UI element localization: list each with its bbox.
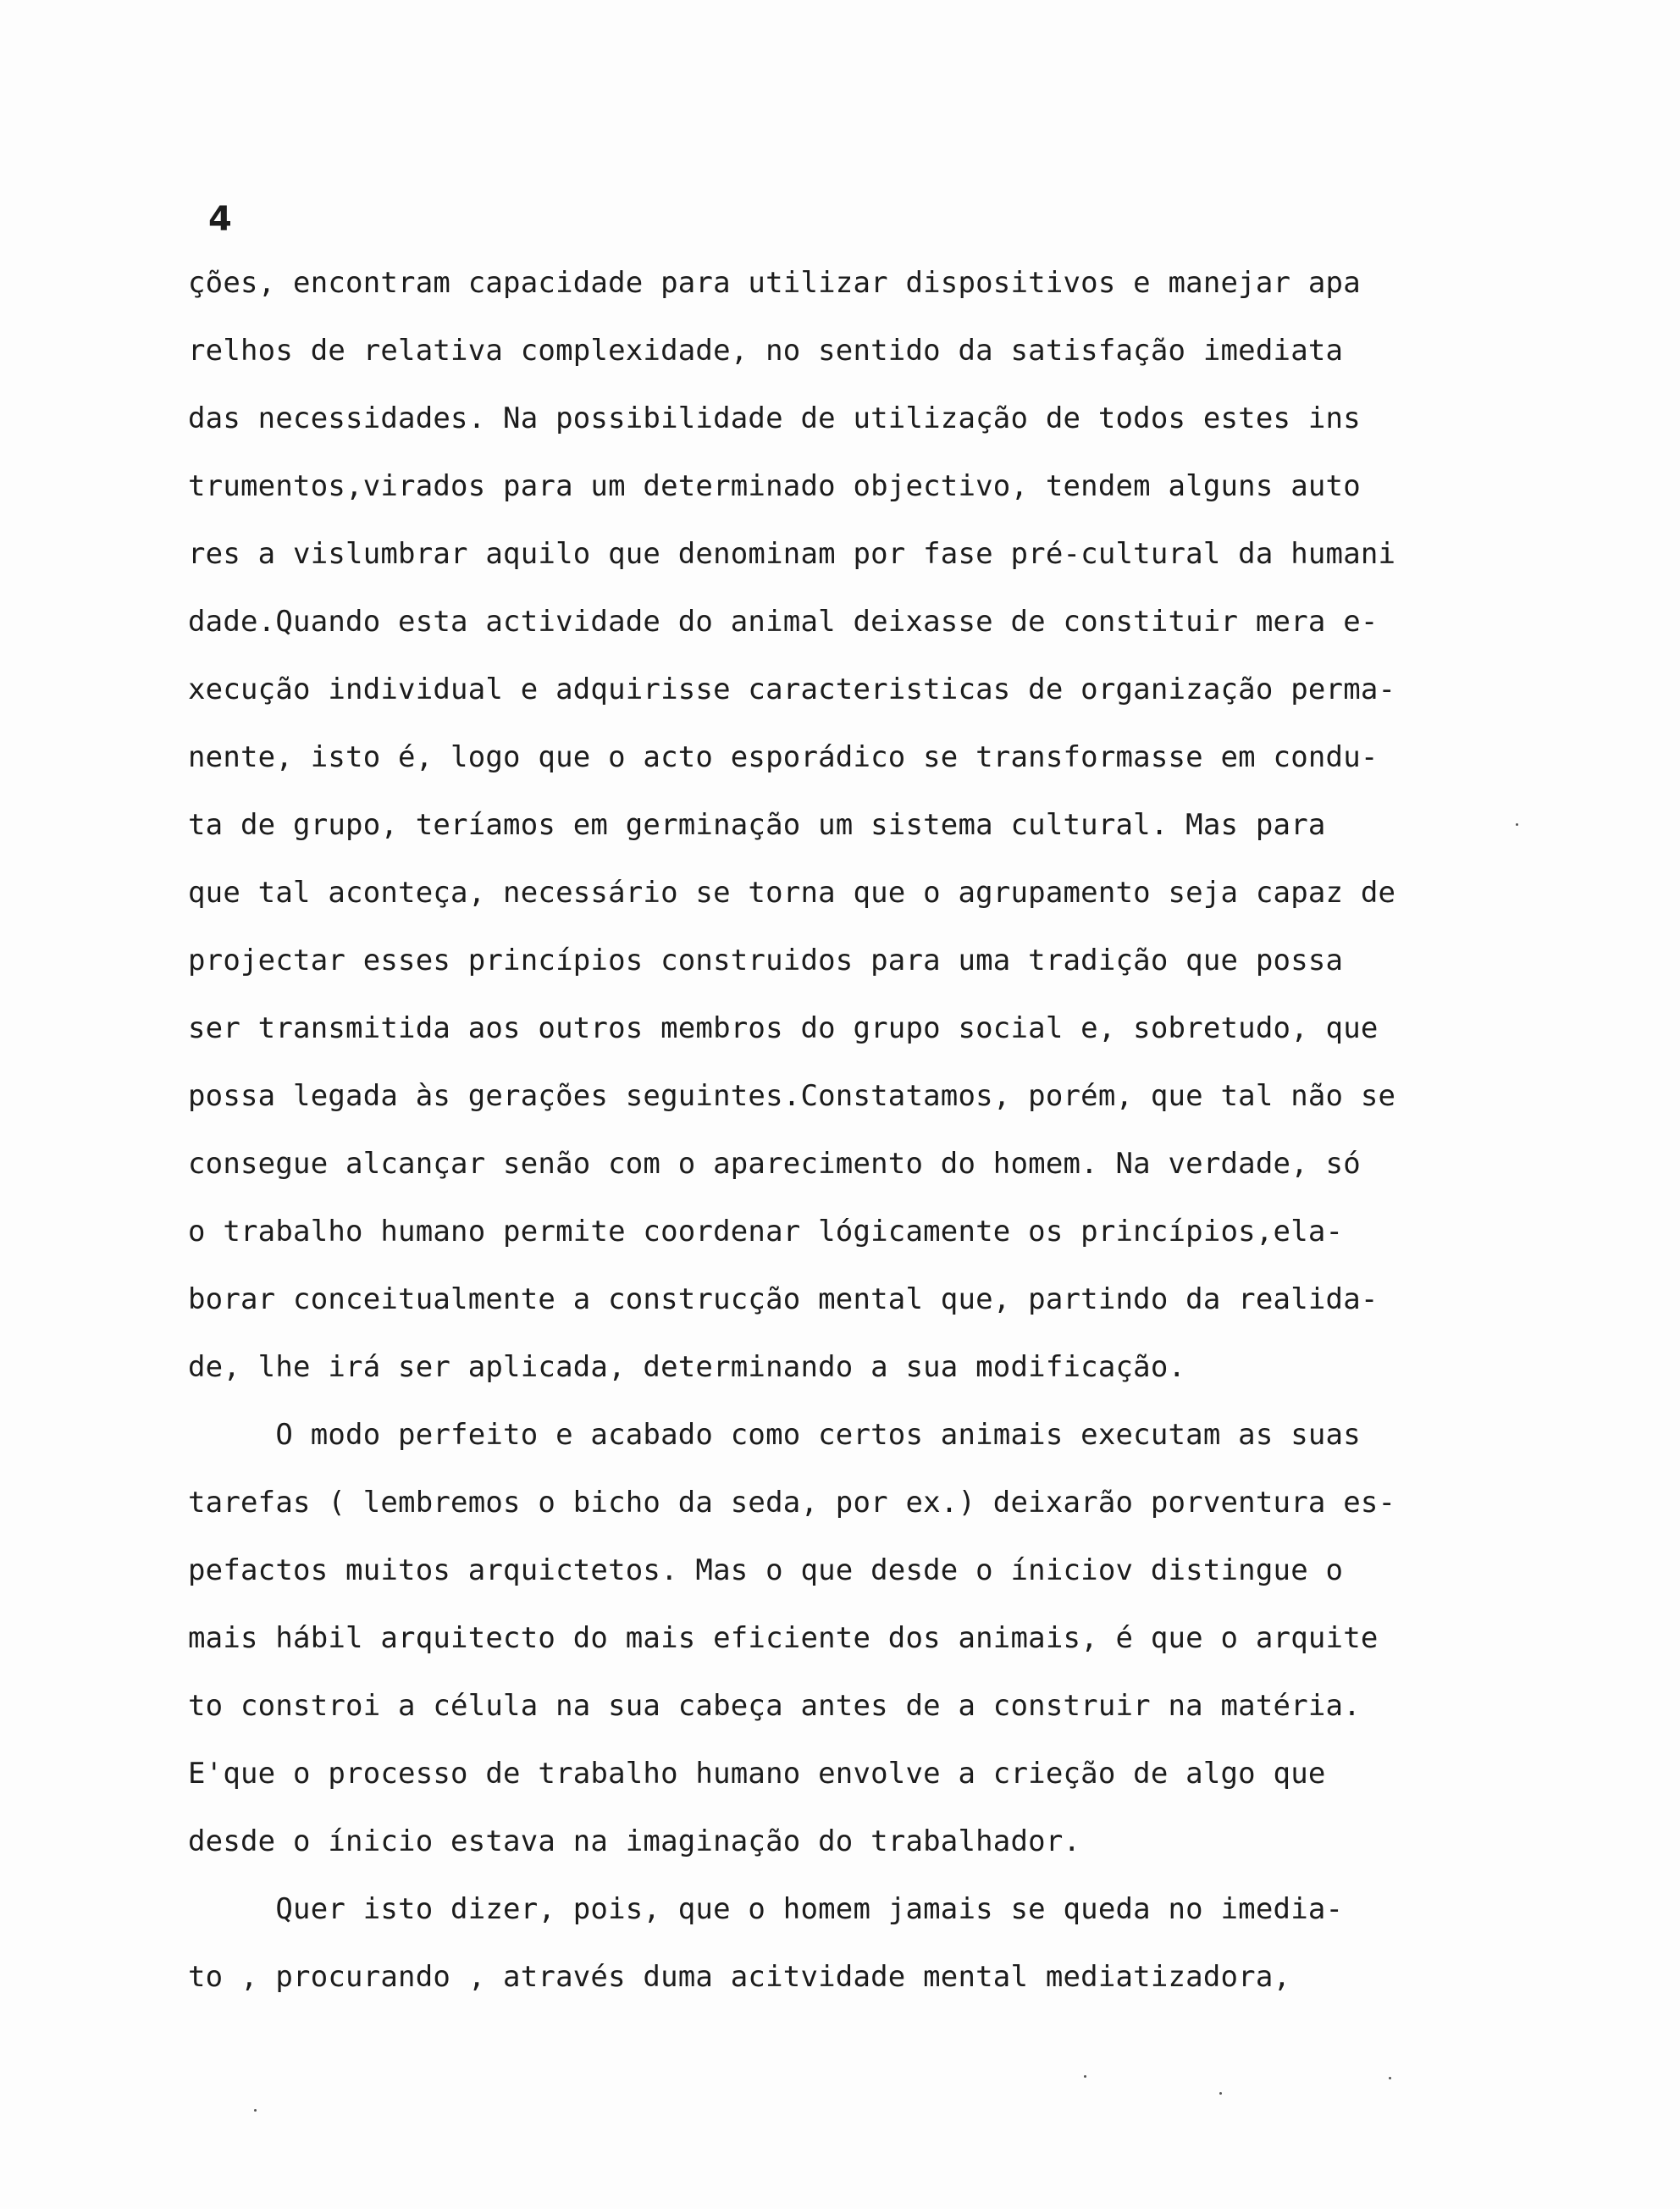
text-line: pefactos muitos arquictetos. Mas o que desde o íniciov distingue o [188,1553,1344,1587]
text-line: res a vislumbrar aquilo que denominam por fase pré-cultural da humani [188,537,1396,571]
scan-speck [254,2109,257,2112]
text-line: borar conceitualmente a construcção mental que, partindo da realida- [188,1282,1379,1316]
paragraph-1 [188,249,1560,1401]
scan-speck [1084,2075,1086,2078]
text-line: mais hábil arquitecto do mais eficiente dos animais, é que o arquite [188,1621,1379,1655]
text-line: ta de grupo, teríamos em germinação um sistema cultural. Mas para [188,808,1326,842]
text-line: possa legada às gerações seguintes.Constatamos, porém, que tal não se [188,1079,1396,1113]
scan-speck [1516,823,1518,826]
scan-speck [1219,2092,1222,2095]
text-line: trumentos,virados para um determinado objectivo, tendem alguns auto [188,469,1361,503]
text-line: de, lhe irá ser aplicada, determinando a sua modificação. [188,1350,1186,1384]
text-line: O modo perfeito e acabado como certos animais executam as suas [188,1418,1361,1452]
text-line: ções, encontram capacidade para utilizar dispositivos e manejar apa [188,266,1361,300]
text-line: tarefas ( lembremos o bicho da seda, por ex.) deixarão porventura es- [188,1486,1396,1520]
text-line: desde o ínicio estava na imaginação do trabalhador. [188,1824,1081,1858]
paragraph-2 [188,1401,1560,1875]
text-line: to , procurando , através duma acitvidade mental mediatizadora, [188,1960,1291,1994]
text-line: o trabalho humano permite coordenar lógicamente os princípios,ela- [188,1215,1344,1248]
text-line: das necessidades. Na possibilidade de utilização de todos estes ins [188,401,1361,435]
text-line: nente, isto é, logo que o acto esporádico se transformasse em condu- [188,740,1379,774]
text-line: que tal aconteça, necessário se torna que o agrupamento seja capaz de [188,876,1396,910]
body-text [188,249,1560,2011]
page-number: 4 [208,200,232,239]
text-line: E'que o processo de trabalho humano envolve a crieção de algo que [188,1757,1326,1791]
text-line: projectar esses princípios construidos para uma tradição que possa [188,944,1344,977]
text-line: relhos de relativa complexidade, no sentido da satisfação imediata [188,334,1344,368]
text-line: dade.Quando esta actividade do animal deixasse de constituir mera e- [188,605,1379,639]
text-line: to constroi a célula na sua cabeça antes de a construir na matéria. [188,1689,1361,1723]
text-line: consegue alcançar senão com o aparecimento do homem. Na verdade, só [188,1147,1361,1181]
text-line: Quer isto dizer, pois, que o homem jamais se queda no imedia- [188,1892,1344,1926]
paragraph-3 [188,1875,1560,2011]
scan-speck [1389,2077,1391,2079]
text-line: xecução individual e adquirisse caracteristicas de organização perma- [188,673,1396,706]
text-line: ser transmitida aos outros membros do grupo social e, sobretudo, que [188,1011,1379,1045]
